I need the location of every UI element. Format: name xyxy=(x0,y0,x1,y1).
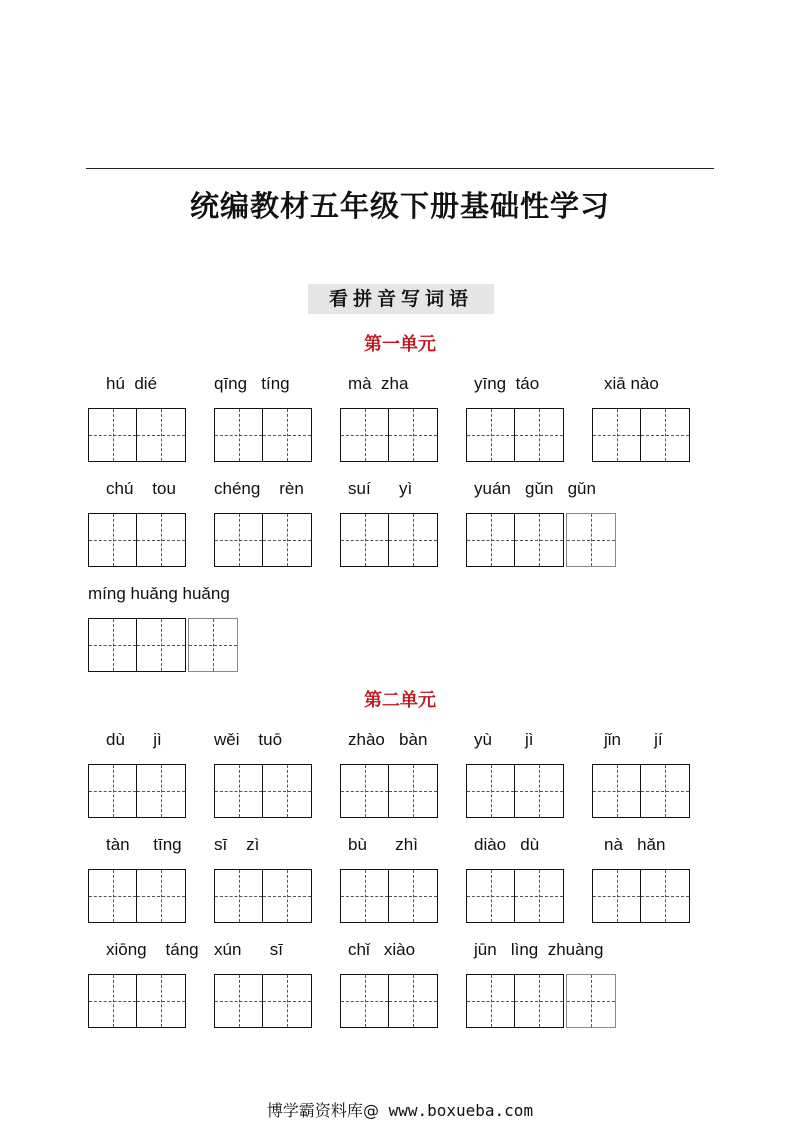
writing-cell[interactable] xyxy=(89,870,137,922)
tianzige-answer-grid[interactable] xyxy=(466,974,564,1028)
writing-cell[interactable] xyxy=(515,514,563,566)
writing-cell[interactable] xyxy=(263,975,311,1027)
writing-cell[interactable] xyxy=(137,765,185,817)
pinyin-prompt: míng huǎng huǎng xyxy=(88,584,230,603)
footer-url[interactable]: www.boxueba.com xyxy=(388,1101,534,1120)
writing-cell[interactable] xyxy=(389,765,437,817)
pinyin-prompt: chǐ xiào xyxy=(348,940,416,959)
tianzige-answer-grid[interactable] xyxy=(340,408,438,462)
writing-cell[interactable] xyxy=(341,975,389,1027)
writing-cell[interactable] xyxy=(89,409,137,461)
tianzige-answer-grid[interactable] xyxy=(214,408,312,462)
tianzige-answer-grid[interactable] xyxy=(466,869,564,923)
tianzige-answer-grid[interactable] xyxy=(592,764,690,818)
writing-cell[interactable] xyxy=(215,765,263,817)
writing-cell[interactable] xyxy=(263,765,311,817)
writing-cell[interactable] xyxy=(341,514,389,566)
tianzige-answer-grid[interactable] xyxy=(340,974,438,1028)
writing-cell[interactable] xyxy=(341,765,389,817)
tianzige-answer-grid[interactable] xyxy=(214,869,312,923)
pinyin-prompt: zhào bàn xyxy=(348,730,428,749)
tianzige-answer-grid[interactable] xyxy=(466,408,564,462)
pinyin-prompt: jǐn jí xyxy=(604,730,663,749)
writing-cell[interactable] xyxy=(89,514,137,566)
writing-cell[interactable] xyxy=(515,765,563,817)
writing-cell[interactable] xyxy=(137,975,185,1027)
pinyin-prompt: suí yì xyxy=(348,479,413,498)
pinyin-prompt: nà hǎn xyxy=(604,835,666,854)
writing-cell[interactable] xyxy=(389,514,437,566)
pinyin-prompt: dù jì xyxy=(106,730,162,749)
writing-cell[interactable] xyxy=(263,409,311,461)
writing-cell[interactable] xyxy=(641,765,689,817)
writing-cell[interactable] xyxy=(389,975,437,1027)
tianzige-answer-grid[interactable] xyxy=(466,764,564,818)
writing-cell[interactable] xyxy=(341,409,389,461)
writing-cell[interactable] xyxy=(215,975,263,1027)
pinyin-prompt: sī zì xyxy=(214,835,260,854)
tianzige-answer-grid[interactable] xyxy=(88,618,186,672)
pinyin-prompt: yù jì xyxy=(474,730,534,749)
pinyin-prompt: xún sī xyxy=(214,940,283,959)
pinyin-prompt: hú dié xyxy=(106,374,158,393)
unit-title: 第二单元 xyxy=(364,690,436,711)
tianzige-answer-grid[interactable] xyxy=(88,513,186,567)
pinyin-prompt: jūn lìng zhuàng xyxy=(474,940,604,959)
writing-cell[interactable] xyxy=(89,975,137,1027)
writing-cell[interactable] xyxy=(263,514,311,566)
pinyin-prompt: tàn tīng xyxy=(106,835,182,854)
writing-cell[interactable] xyxy=(215,514,263,566)
pinyin-prompt: xiā nào xyxy=(604,374,659,393)
writing-cell[interactable] xyxy=(593,765,641,817)
pinyin-prompt: mà zha xyxy=(348,374,409,393)
footer-at: @ xyxy=(362,1101,379,1120)
writing-cell[interactable] xyxy=(137,870,185,922)
tianzige-answer-grid[interactable] xyxy=(466,513,564,567)
writing-cell[interactable] xyxy=(389,409,437,461)
writing-cell[interactable] xyxy=(341,870,389,922)
writing-cell[interactable] xyxy=(189,619,237,671)
tianzige-answer-grid[interactable] xyxy=(592,869,690,923)
tianzige-answer-grid[interactable] xyxy=(340,764,438,818)
pinyin-prompt: qīng tíng xyxy=(214,374,290,393)
writing-cell[interactable] xyxy=(467,765,515,817)
tianzige-answer-grid[interactable] xyxy=(88,764,186,818)
unit-title: 第一单元 xyxy=(364,334,436,355)
writing-cell[interactable] xyxy=(215,870,263,922)
pinyin-prompt: yīng táo xyxy=(474,374,540,393)
writing-cell[interactable] xyxy=(89,765,137,817)
tianzige-answer-grid[interactable] xyxy=(592,408,690,462)
writing-cell[interactable] xyxy=(215,409,263,461)
tianzige-answer-grid[interactable] xyxy=(214,513,312,567)
writing-cell[interactable] xyxy=(389,870,437,922)
pinyin-prompt: bù zhì xyxy=(348,835,418,854)
writing-cell[interactable] xyxy=(137,409,185,461)
writing-cell[interactable] xyxy=(263,870,311,922)
writing-cell[interactable] xyxy=(515,975,563,1027)
tianzige-answer-grid[interactable] xyxy=(214,974,312,1028)
footer-watermark xyxy=(0,1098,800,1121)
tianzige-answer-grid[interactable] xyxy=(88,408,186,462)
pinyin-prompt: xiōng táng xyxy=(106,940,199,959)
writing-cell[interactable] xyxy=(641,870,689,922)
writing-cell[interactable] xyxy=(641,409,689,461)
tianzige-answer-grid[interactable] xyxy=(214,764,312,818)
writing-cell[interactable] xyxy=(593,409,641,461)
pinyin-prompt: chéng rèn xyxy=(214,479,304,498)
writing-cell[interactable] xyxy=(467,514,515,566)
writing-cell[interactable] xyxy=(515,870,563,922)
tianzige-answer-grid[interactable] xyxy=(188,618,238,672)
pinyin-prompt: diào dù xyxy=(474,835,540,854)
writing-cell[interactable] xyxy=(137,619,185,671)
pinyin-prompt: wěi tuō xyxy=(214,730,283,749)
writing-cell[interactable] xyxy=(515,409,563,461)
writing-cell[interactable] xyxy=(89,619,137,671)
pinyin-prompt: yuán gǔn gǔn xyxy=(474,479,596,498)
tianzige-answer-grid[interactable] xyxy=(566,974,616,1028)
tianzige-answer-grid[interactable] xyxy=(340,869,438,923)
writing-cell[interactable] xyxy=(593,870,641,922)
page-title: 统编教材五年级下册基础性学习 xyxy=(189,189,610,223)
pinyin-prompt: chú tou xyxy=(106,479,176,498)
footer-site-name: 博学霸资料库 xyxy=(266,1101,363,1120)
writing-cell[interactable] xyxy=(567,514,615,566)
top-divider xyxy=(86,168,714,169)
writing-cell[interactable] xyxy=(467,870,515,922)
tianzige-answer-grid[interactable] xyxy=(340,513,438,567)
tianzige-answer-grid[interactable] xyxy=(88,974,186,1028)
writing-cell[interactable] xyxy=(137,514,185,566)
tianzige-answer-grid[interactable] xyxy=(88,869,186,923)
section-heading: 看拼音写词语 xyxy=(308,284,494,314)
writing-cell[interactable] xyxy=(467,409,515,461)
tianzige-answer-grid[interactable] xyxy=(566,513,616,567)
writing-cell[interactable] xyxy=(567,975,615,1027)
writing-cell[interactable] xyxy=(467,975,515,1027)
